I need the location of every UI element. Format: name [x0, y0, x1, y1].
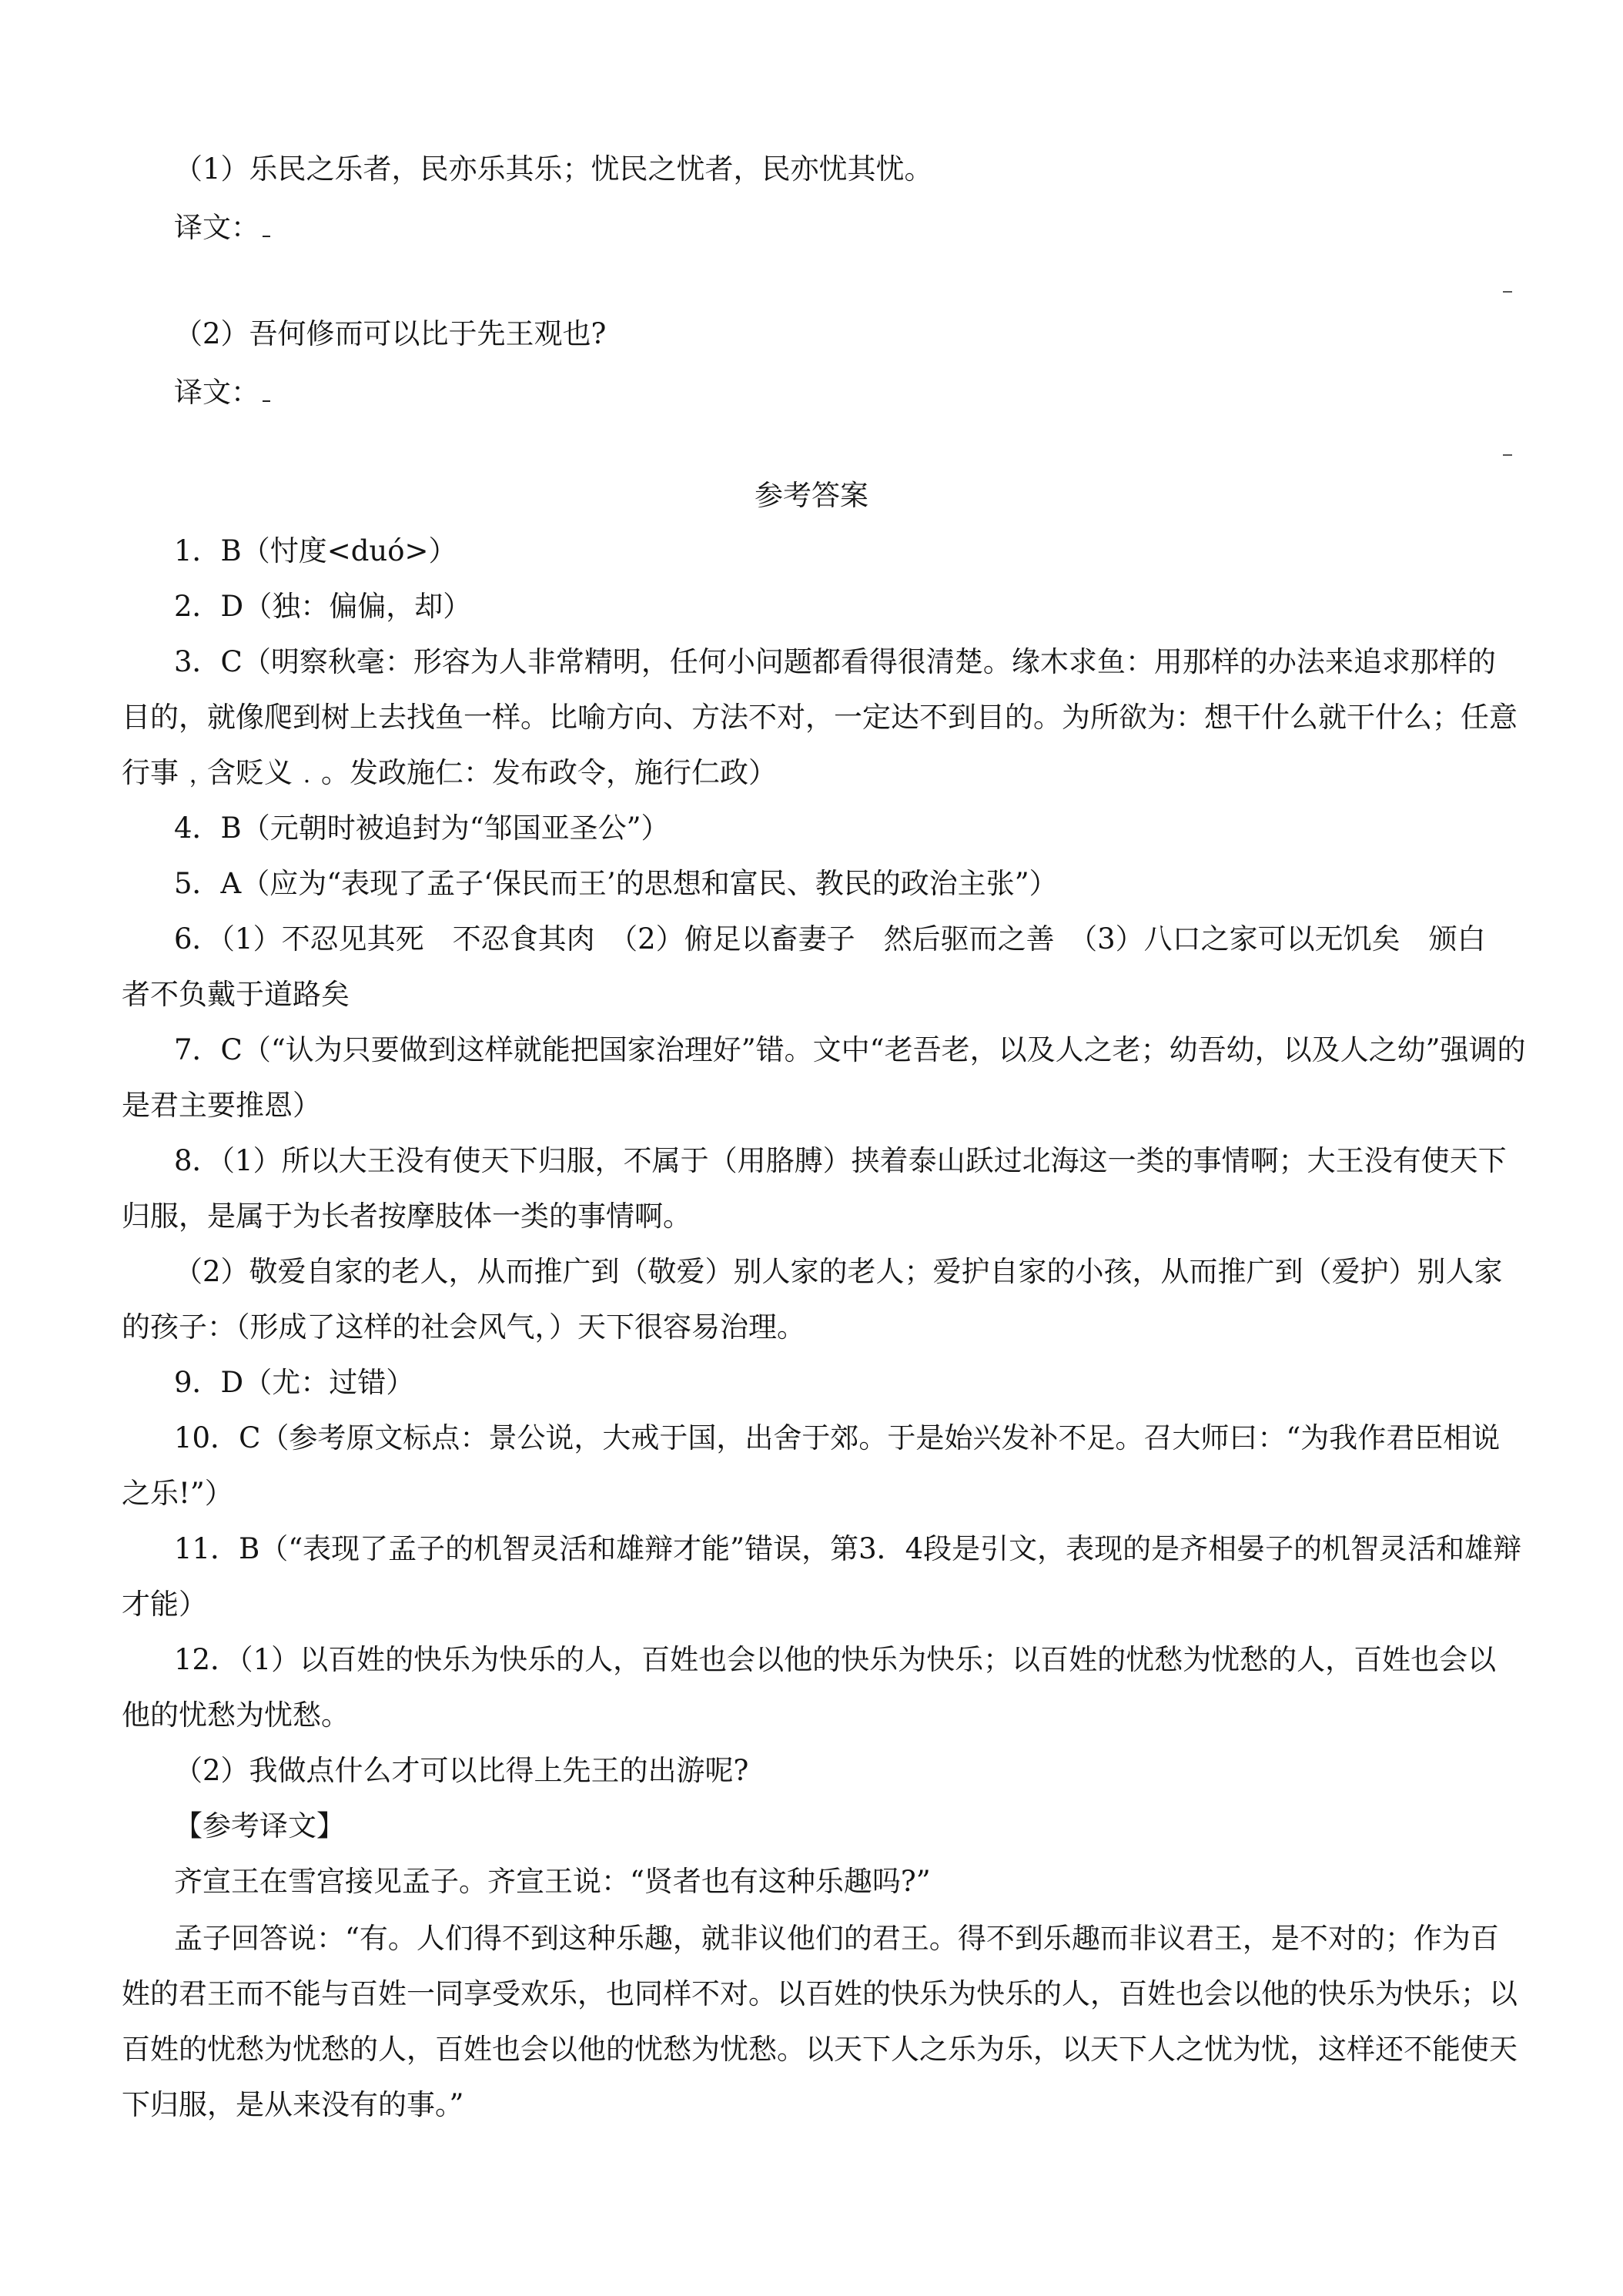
answer-5: 5．A（应为“表现了孟子‘保民而王’的思想和富民、教民的政治主张”）	[174, 867, 1058, 900]
answer-10-line-2: 之乐!”）	[122, 1477, 233, 1510]
answer-9: 9．D（尤：过错）	[174, 1366, 415, 1399]
answer-6-line-1: 6．（1）不忍见其死 不忍食其肉 （2）俯足以畜妻子 然后驱而之善 （3）八口之家可以无饥矣 颁白	[174, 922, 1486, 956]
q2-translation-label: 译文：	[174, 376, 259, 409]
answer-7-line-2: 是君主要推恩）	[122, 1089, 321, 1122]
answer-3-line-2: 目的，就像爬到树上去找鱼一样。比喻方向、方法不对，一定达不到目的。为所欲为：想干什么就干什么；任意	[122, 701, 1518, 734]
answer-12-line-1: 12．（1）以百姓的快乐为快乐的人，百姓也会以他的快乐为快乐；以百姓的忧愁为忧愁的人，百姓也会以	[174, 1643, 1497, 1676]
translation-paragraph-1: 齐宣王在雪宫接见孟子。齐宣王说：“贤者也有这种乐趣吗?”	[174, 1865, 931, 1898]
answer-3-line-3: 行事﹐含贬义﹒。发政施仁：发布政令，施行仁政）	[122, 756, 777, 789]
translation-heading: 【参考译文】	[174, 1809, 345, 1842]
answer-11-line-2: 才能）	[122, 1588, 207, 1621]
q1-sentence: （1）乐民之乐者，民亦乐其乐；忧民之忧者，民亦忧其忧。	[174, 152, 933, 186]
answer-2: 2．D（独：偏偏，却）	[174, 590, 472, 623]
answer-12-line-2: 他的忧愁为忧愁。	[122, 1699, 350, 1732]
translation-paragraph-2-line-3: 百姓的忧愁为忧愁的人，百姓也会以他的忧愁为忧愁。以天下人之乐为乐，以天下人之忧为忧，这样还不能使天	[122, 2033, 1518, 2066]
answer-8-line-2: 归服，是属于为长者按摩肢体一类的事情啊。	[122, 1200, 691, 1233]
q1-line-end-mark	[1503, 291, 1512, 293]
translation-paragraph-2-line-1: 孟子回答说：“有。人们得不到这种乐趣，就非议他们的君王。得不到乐趣而非议君王，是不对的；作为百	[174, 1922, 1499, 1955]
q1-translation-line	[174, 209, 1506, 246]
answer-11-line-1: 11．B（“表现了孟子的机智灵活和雄辩才能”错误，第3．4段是引文，表现的是齐相晏子的机智灵活和雄辩	[174, 1532, 1522, 1565]
answer-12-line-3: （2）我做点什么才可以比得上先王的出游呢?	[174, 1754, 749, 1787]
q1-translation-label: 译文：	[174, 211, 259, 244]
answer-6-line-2: 者不负戴于道路矣	[122, 978, 350, 1011]
answer-key-heading: 参考答案	[755, 479, 868, 512]
answer-3-line-1: 3．C（明察秋毫：形容为人非常精明，任何小问题都看得很清楚。缘木求鱼：用那样的办法来追求那样的	[174, 645, 1496, 678]
answer-7-line-1: 7．C（“认为只要做到这样就能把国家治理好”错。文中“老吾老，以及人之老；幼吾幼，以及人之幼”强调的	[174, 1033, 1526, 1066]
answer-1: 1．B（忖度<duó>）	[174, 534, 457, 567]
answer-8-line-3: （2）敬爱自家的老人，从而推广到（敬爱）别人家的老人；爱护自家的小孩，从而推广到（爱护）别人家	[174, 1255, 1503, 1288]
answer-8-line-4: 的孩子：（形成了这样的社会风气，）天下很容易治理。	[122, 1310, 805, 1344]
answer-8-line-1: 8．（1）所以大王没有使天下归服，不属于（用胳膊）挟着泰山跃过北海这一类的事情啊；大王没有使天下	[174, 1144, 1507, 1177]
q2-sentence: （2）吾何修而可以比于先王观也?	[174, 317, 607, 350]
q2-answer-blank[interactable]	[263, 380, 270, 402]
answer-10-line-1: 10．C（参考原文标点：景公说，大戒于国，出舍于郊。于是始兴发补不足。召大师曰：“为我作君臣相说	[174, 1421, 1501, 1454]
q2-line-end-mark	[1503, 454, 1512, 456]
q1-answer-blank[interactable]	[263, 216, 270, 237]
answer-4: 4．B（元朝时被追封为“邹国亚圣公”）	[174, 812, 670, 845]
q2-translation-line	[174, 374, 1506, 411]
translation-paragraph-2-line-4: 下归服，是从来没有的事。”	[122, 2088, 464, 2121]
translation-paragraph-2-line-2: 姓的君王而不能与百姓一同享受欢乐，也同样不对。以百姓的快乐为快乐的人，百姓也会以他的快乐为快乐；以	[122, 1977, 1518, 2010]
